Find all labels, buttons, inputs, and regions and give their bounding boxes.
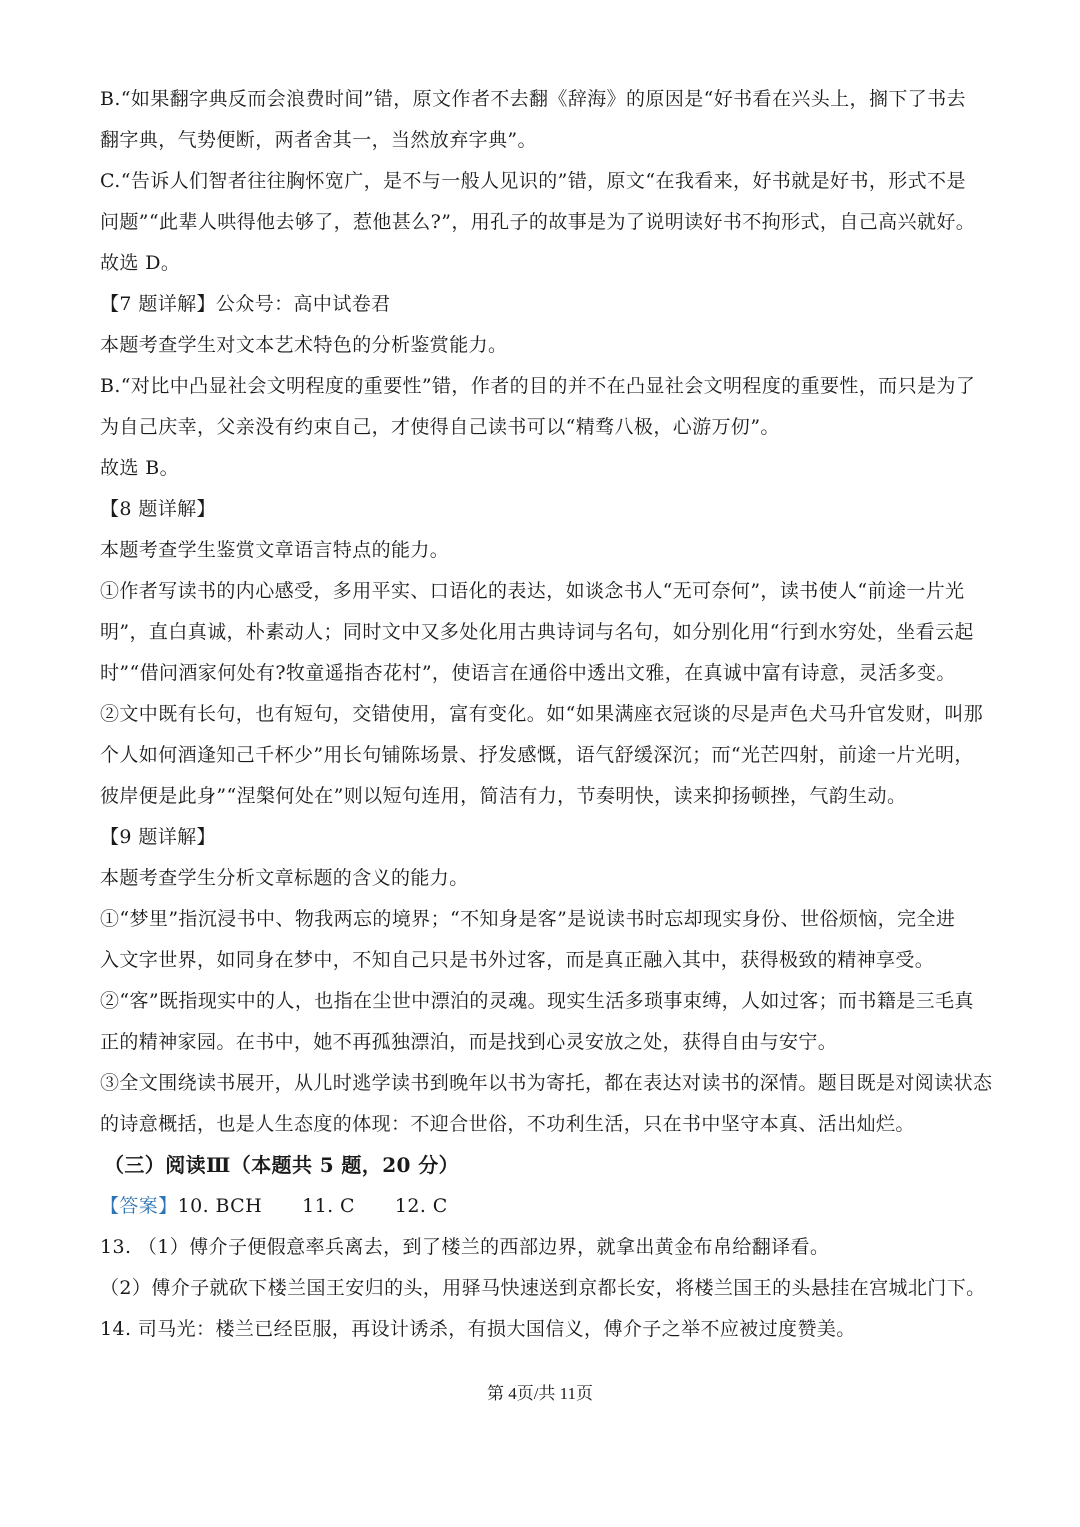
question-detail-heading: 【8 题详解】	[100, 498, 216, 520]
text-line: ②文中既有长句，也有短句，交错使用，富有变化。如“如果满座衣冠谈的尽是声色犬马升官发财，叫那	[100, 703, 984, 725]
text-line: 14. 司马光：楼兰已经臣服，再设计诱杀，有损大国信义，傅介子之举不应被过度赞美。	[100, 1318, 856, 1340]
text-line: （2）傅介子就砍下楼兰国王安归的头，用驿马快速送到京都长安，将楼兰国王的头悬挂在宫城北门下。	[100, 1277, 986, 1299]
text-line: 13. （1）傅介子便假意率兵离去，到了楼兰的西部边界，就拿出黄金布帛给翻译看。	[100, 1236, 830, 1258]
answer-item: 11. C	[302, 1195, 355, 1217]
document-body	[100, 86, 993, 1342]
text-line: 为自己庆幸，父亲没有约束自己，才使得自己读书可以“精骛八极，心游万仞”。	[100, 416, 780, 438]
question-detail-heading: 【9 题详解】	[100, 826, 216, 848]
text-line: 的诗意概括，也是人生态度的体现：不迎合世俗，不功利生活，只在书中坚守本真、活出灿烂。	[100, 1113, 915, 1135]
page-number-footer: 第 4页/共 11页	[486, 1384, 594, 1403]
question-detail-heading: 【7 题详解】公众号：高中试卷君	[100, 293, 391, 315]
text-line: 彼岸便是此身”“涅槃何处在”则以短句连用，简洁有力，节奏明快，读来抑扬顿挫，气韵生动。	[100, 785, 907, 807]
text-line: 本题考查学生鉴赏文章语言特点的能力。	[100, 539, 450, 561]
text-line: ①作者写读书的内心感受，多用平实、口语化的表达，如谈念书人“无可奈何”，读书使人“前途一片光	[100, 580, 965, 602]
text-line: 故选 D。	[100, 252, 181, 274]
answer-line	[100, 1193, 985, 1219]
text-line: 明”，直白真诚，朴素动人；同时文中又多处化用古典诗词与名句，如分别化用“行到水穷处，坐看云起	[100, 621, 974, 643]
text-line: 个人如何酒逢知己千杯少”用长句铺陈场景、抒发感慨，语气舒缓深沉；而“光芒四射，前途一片光明，	[100, 744, 974, 766]
text-line: 翻字典，气势便断，两者舍其一，当然放弃字典”。	[100, 129, 537, 151]
answer-tag: 【答案】	[100, 1195, 178, 1217]
text-line: 入文字世界，如同身在梦中，不知自己只是书外过客，而是真正融入其中，获得极致的精神享受。	[100, 949, 935, 971]
section-heading: （三）阅读Ⅲ（本题共 5 题，20 分）	[104, 1153, 459, 1177]
text-line: 本题考查学生对文本艺术特色的分析鉴赏能力。	[100, 334, 508, 356]
text-line: 问题”“此辈人哄得他去够了，惹他甚么?”，用孔子的故事是为了说明读好书不拘形式，自己高兴就好。	[100, 211, 976, 233]
text-line: 故选 B。	[100, 457, 180, 479]
text-line: ②“客”既指现实中的人，也指在尘世中漂泊的灵魂。现实生活多琐事束缚，人如过客；而书籍是三毛真	[100, 990, 974, 1012]
text-line: B.“如果翻字典反而会浪费时间”错，原文作者不去翻《辞海》的原因是“好书看在兴头上，搁下了书去	[100, 88, 966, 110]
text-line: 本题考查学生分析文章标题的含义的能力。	[100, 867, 469, 889]
text-line: 时”“借问酒家何处有?牧童遥指杏花村”，使语言在通俗中透出文雅，在真诚中富有诗意，灵活多变。	[100, 662, 956, 684]
text-line: C.“告诉人们智者往往胸怀宽广，是不与一般人见识的”错，原文“在我看来，好书就是好书，形式不是	[100, 170, 966, 192]
text-line: ③全文围绕读书展开，从儿时逃学读书到晚年以书为寄托，都在表达对读书的深情。题目既是对阅读状态	[100, 1072, 993, 1094]
answer-item: 10. BCH	[177, 1195, 263, 1217]
text-line: 正的精神家园。在书中，她不再孤独漂泊，而是找到心灵安放之处，获得自由与安宁。	[100, 1031, 838, 1053]
text-line: ①“梦里”指沉浸书中、物我两忘的境界；“不知身是客”是说读书时忘却现实身份、世俗烦恼，完全进	[100, 908, 956, 930]
text-line: B.“对比中凸显社会文明程度的重要性”错，作者的目的并不在凸显社会文明程度的重要性，而只是为了	[100, 375, 976, 397]
answer-item: 12. C	[394, 1195, 448, 1217]
